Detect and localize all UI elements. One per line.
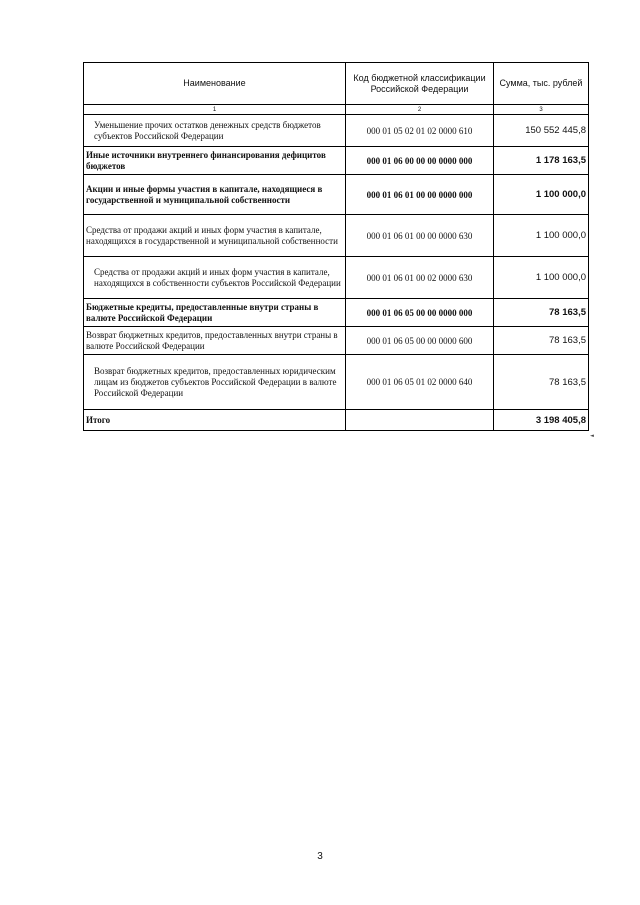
total-sum: 3 198 405,8 [494,410,589,431]
row-sum: 1 100 000,0 [494,175,589,215]
row-name: Средства от продажи акций и иных форм участия в капитале, находящихся в собственности субъектов Российской Федерации [84,257,346,299]
row-sum: 1 100 000,0 [494,215,589,257]
total-row [84,410,589,431]
row-sum: 78 163,5 [494,299,589,327]
column-number: 3 [494,105,589,115]
row-name: Возврат бюджетных кредитов, предоставленных внутри страны в валюте Российской Федерации [84,327,346,355]
row-code: 000 01 06 05 01 02 0000 640 [346,355,494,410]
row-sum: 1 100 000,0 [494,257,589,299]
total-code [346,410,494,431]
row-sum: 1 178 163,5 [494,147,589,175]
table-row [84,257,589,299]
row-name: Иные источники внутреннего финансирования дефицитов бюджетов [84,147,346,175]
table-row [84,327,589,355]
table-row [84,299,589,327]
row-code: 000 01 06 00 00 00 0000 000 [346,147,494,175]
table-row [84,115,589,147]
page-number: 3 [317,851,323,862]
table-row [84,215,589,257]
header-name: Наименование [84,63,346,105]
row-code: 000 01 06 01 00 02 0000 630 [346,257,494,299]
table-header-row [84,63,589,105]
row-marker: ◄ [590,433,594,439]
table-row [84,175,589,215]
row-code: 000 01 06 05 00 00 0000 600 [346,327,494,355]
row-sum: 78 163,5 [494,355,589,410]
column-number-row [84,105,589,115]
row-code: 000 01 05 02 01 02 0000 610 [346,115,494,147]
row-name: Уменьшение прочих остатков денежных средств бюджетов субъектов Российской Федерации [84,115,346,147]
row-sum: 150 552 445,8 [494,115,589,147]
column-number: 1 [84,105,346,115]
row-sum: 78 163,5 [494,327,589,355]
table-row [84,355,589,410]
row-name: Акции и иные формы участия в капитале, находящиеся в государственной и муниципальной собственности [84,175,346,215]
table-row [84,147,589,175]
total-name: Итого [84,410,346,431]
row-name: Бюджетные кредиты, предоставленные внутри страны в валюте Российской Федерации [84,299,346,327]
row-name: Возврат бюджетных кредитов, предоставленных юридическим лицам из бюджетов субъектов Российской Федерации в валюте Российской Федерации [84,355,346,410]
row-code: 000 01 06 05 00 00 0000 000 [346,299,494,327]
header-code: Код бюджетной классификации Российской Федерации [346,63,494,105]
header-sum: Сумма, тыс. рублей [494,63,589,105]
budget-sources-table [83,62,589,431]
row-code: 000 01 06 01 00 00 0000 000 [346,175,494,215]
row-code: 000 01 06 01 00 00 0000 630 [346,215,494,257]
column-number: 2 [346,105,494,115]
row-name: Средства от продажи акций и иных форм участия в капитале, находящихся в государственной и муниципальной собственности [84,215,346,257]
